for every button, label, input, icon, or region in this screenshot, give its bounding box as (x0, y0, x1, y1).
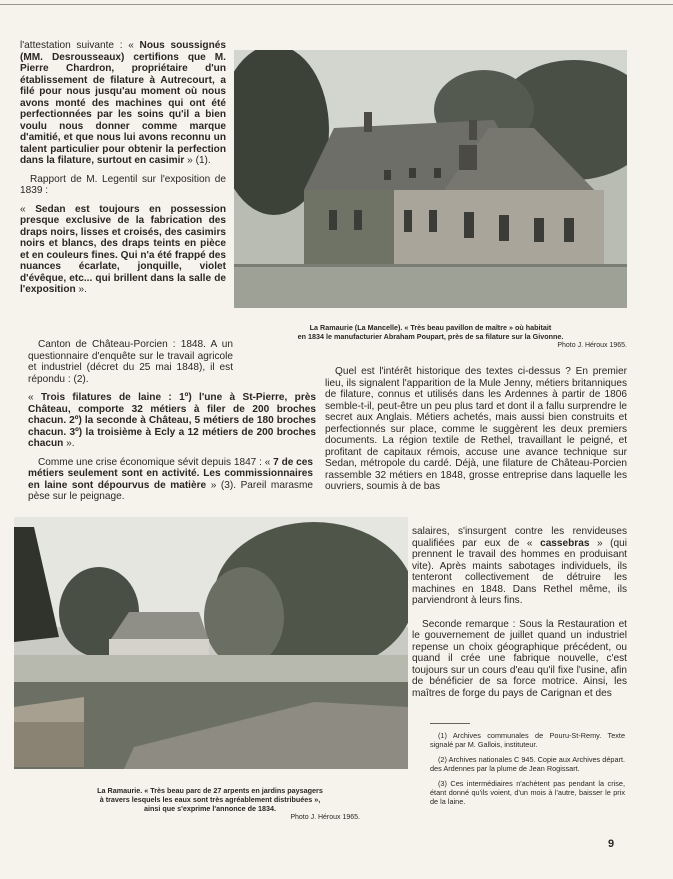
top-rule (0, 4, 673, 5)
park-photo-illustration (14, 517, 408, 769)
footnote-3: (3) Ces intermédiaires n'achètent pas pendant la crise, étant donné qu'ils voient, d'un mois à l'autre, baisser le prix de la laine. (430, 779, 625, 806)
photo-park (14, 517, 408, 769)
photo-pavilion (234, 50, 627, 308)
paragraph-chateau-porcien: Canton de Château-Porcien : 1848. A un questionnaire d'enquête sur le travail agricole et industriel (décret du 25 mai 1848), il est répondu : (2). (28, 339, 233, 385)
footnote-1: (1) Archives communales de Pouru-St-Remy. Texte signalé par M. Gallois, instituteur. (430, 731, 625, 749)
paragraph-crise: Comme une crise économique sévit depuis 1847 : « 7 de ces métiers seulement sont en activité. Les commissionnaires en laine sont dépourvus de matière » (3). Pareil marasme pèse sur le peignage. (28, 456, 313, 502)
page-number: 9 (608, 838, 615, 850)
paragraph-rapport: Rapport de M. Legentil sur l'exposition de 1839 : (20, 173, 226, 196)
paragraph-attestation: l'attestation suivante : « Nous soussignés (MM. Desrousseaux) certifions que M. Pierre Chardron, propriétaire d'un établissement de filature à Autrecourt, a filé pour nous jusqu'au moment où nous avons monté des machines qui ont été perfectionnées par les soins qu'il a bien voulu nous donner comme marque d'amitié, et que nous lui avons reconnu un talent particulier pour obtenir la perfection dans la filature, surtout en casimir » (1). (20, 40, 226, 166)
paragraph-interet-historique: Quel est l'intérêt historique des textes ci-dessus ? En premier lieu, ils signalent l'apparition de la Mule Jenny, métiers britanniques de filature, connus et utilisés dans les Ardennes à partir de 1806 semble-t-il, peut-être un peu plus tard et dont il a fallu surprendre le secret aux Anglais. Métiers achetés, mais aussi bien construits et perfectionnés sur place, comme le suggèrent les deux premiers documents. La région textile de Rethel, travaillant le peigné, et profitant de capitaux rémois, accuse une avance technique sur Sedan, métropole du cardé. Déjà, une filature de Château-Porcien rassemble 32 métiers en 1848, grosse entreprise dans laquelle les ouvriers, soumis à de bas (325, 366, 627, 492)
left-column-lower (28, 339, 316, 510)
footnote-separator (430, 723, 470, 724)
left-column-upper (20, 40, 226, 303)
caption-bottom-photo: La Ramaurie. « Très beau parc de 27 arpents en jardins paysagers à travers lesquels les eaux sont très agréablement distribuées », ainsi que s'exprime l'annonce de 1834. Photo J. Héroux 1965. (97, 786, 360, 821)
paragraph-filatures-quote: « Trois filatures de laine : 1º) l'une à St-Pierre, près Château, comporte 32 métiers à filer de 200 broches chacun. 2º) la seconde à Château, 5 métiers de 180 broches chacun. 3º) la troisième à Ecly a 12 métiers de 200 broches chacun ». (28, 392, 316, 449)
paragraph-sedan-quote: « Sedan est toujours en possession presque exclusive de la fabrication des draps noirs, lisses et croisés, des casimirs noirs et blancs, des draps teints en pièce et en couleurs fines. Qui n'a été frappé des nuances écarlate, jonquille, violet d'évêque, etc... qui brillent dans la salle de l'exposition ». (20, 203, 226, 295)
paragraph-seconde-remarque: Seconde remarque : Sous la Restauration et le gouvernement de juillet quand un industriel repense un choix géographique précédent, ou quand il crée une fabrique nouvelle, c'est toujours sur un cours d'eau qu'il fixe l'usine, afin de bénéficier de sa force motrice. Ainsi, les maîtres de forge du pays de Carignan et des (412, 618, 627, 699)
caption-top-photo: La Ramaurie (La Mancelle). « Très beau pavillon de maître » où habitait en 1834 le manufacturier Abraham Poupart, près de sa filature sur la Givonne. Photo J. Héroux 1965. (297, 323, 627, 349)
footnotes (430, 731, 625, 812)
right-column-narrow (412, 526, 627, 706)
house-photo-illustration (234, 50, 627, 308)
right-column (325, 366, 627, 500)
footnote-2: (2) Archives nationales C 945. Copie aux Archives départ. des Ardennes par la plume de Jean Rogissart. (430, 755, 625, 773)
paragraph-casse-bras: salaires, s'insurgent contre les renvideuses qualifiées par eux de « cassebras » (qui prennent le travail des hommes en produisant vite). Après maints sabotages individuels, ils tenteront collectivement de détruire les machines en 1848. Dans Rethel même, ils parviendront à leurs fins. (412, 526, 627, 606)
